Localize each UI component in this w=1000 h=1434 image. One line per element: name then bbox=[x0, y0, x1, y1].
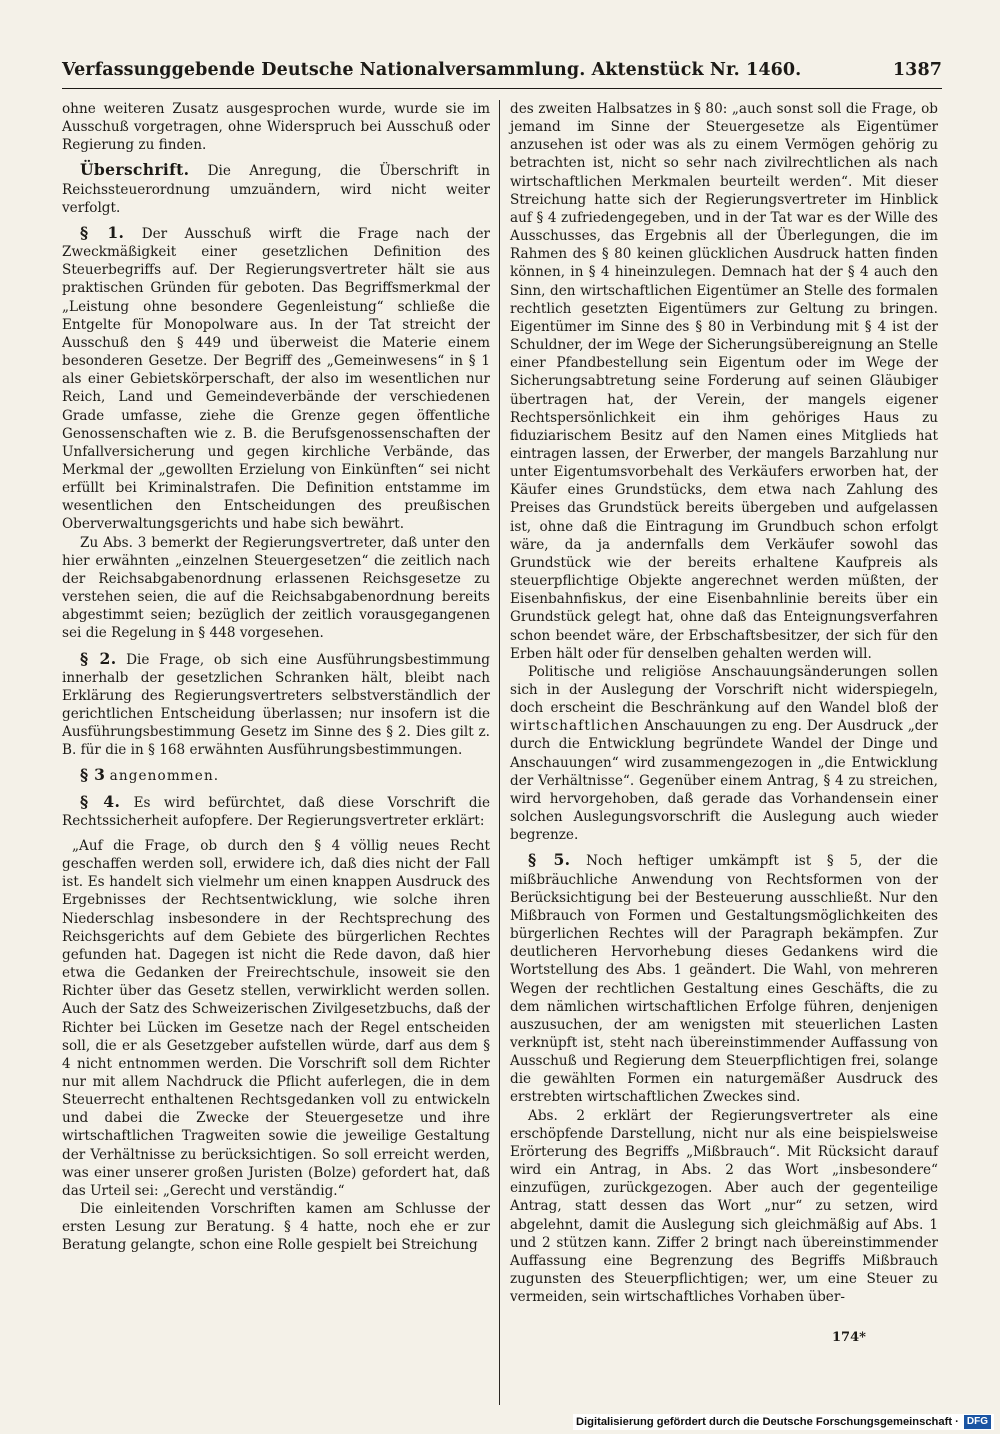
running-header bbox=[62, 60, 942, 89]
section-heading: § 5. bbox=[528, 850, 571, 870]
paragraph: des zweiten Halbsatzes in § 80: „auch sonst soll die Frage, ob jemand im Sinne der Steuergesetze als Eigentümer anzusehen ist oder was als zu einem Vermögen gehörig zu betrachten ist, nicht so sehr nach zivilrechtlichen als nach wirtschaftlichen Merkmalen beurteilt werden“. Mit dieser Streichung hatte sich der Regierungsvertreter im Hinblick auf § 4 zufriedengegeben, und in der Tat war es der Wille des Ausschusses, das Ergebnis all der Überlegungen, die im Rahmen des § 80 keinen glücklichen Ausdruck hatten finden können, in § 4 hineinzulegen. Demnach hat der § 4 auch den Sinn, den wirtschaftlichen Eigentümer an Stelle des formalen rechtlich gesetzten Eigentümers zur Geltung zu bringen. Eigentümer im Sinne des § 80 in Verbindung mit § 4 ist der Schuldner, der im Wege der Sicherungsübereignung an Stelle einer Pfandbestellung sein Eigentum oder im Wege der Sicherungsabtretung seine Forderung auf seinen Gläubiger übertragen hat, der Verein, der mangels eigener Rechtspersönlichkeit ein ihm gehöriges Haus zu fiduziarischem Besitz auf den Namen eines Mitglieds hat eintragen lassen, der Erwerber, der mangels Barzahlung nur unter Eigentumsvorbehalt des Verkäufers erworben hat, der Käufer eines Grundstücks, dem etwa nach Zahlung des Preises das Grundstück bereits übergeben und aufgelassen ist, ohne daß die Eintragung im Grundbuch schon erfolgt wäre, da ja andernfalls dem Verkäufer sowohl das Grundstück wie der bereits erhaltene Kaufpreis als steuerpflichtige Objekte angerechnet werden müßten, der Eisenbahnfiskus, der eine Eisenbahnlinie bereits über ein Grundstück gelegt hat, ohne daß das Enteignungsverfahren schon beendet wäre, der Erbschaftsbesitzer, der sich für den Erben hält oder für denselben gehalten werden will. bbox=[510, 101, 938, 662]
section-heading: § 2. bbox=[80, 648, 117, 668]
section-heading: Überschrift. bbox=[80, 160, 190, 180]
header-title: Verfassunggebende Deutsche Nationalversammlung. Aktenstück Nr. 1460. bbox=[62, 60, 802, 80]
left-column bbox=[62, 100, 490, 1255]
section-5 bbox=[510, 851, 938, 1106]
paragraph-text: Politische und religiöse Anschauungsänderungen sollen sich in der Auslegung der Vorschrift nicht widerspiegeln, doch erscheint die Beschränkung auf den Wandel bloß der bbox=[510, 663, 938, 717]
folio-mark: 174* bbox=[832, 1330, 866, 1345]
paragraph-text: Anschauungen zu eng. Der Ausdruck „der durch die Entwicklung begründete Wandel der Dinge und Anschauungen“ wird zusammengezogen in „die Entwicklung der Verhältnisse“. Gegenüber einem Antrag, § 4 zu streichen, wird hervorgehoben, daß gerade das Vorhandensein einer solchen Auslegungsvorschrift die Auslegung auch wieder begrenze. bbox=[510, 718, 939, 844]
spaced-emphasis: wirtschaftlichen bbox=[510, 718, 640, 735]
paragraph-text: Die Frage, ob sich eine Ausführungsbestimmung innerhalb der gesetzlichen Schranken hält, bleibt nach Erklärung des Regierungsvertreters selbstverständlich der gerichtlichen Entscheidung überlassen; nur insofern ist die Ausführungsbestimmung Gesetz im Sinne des § 2. Dies gilt z. B. für die in § 168 erwähnten Ausführungsbestimmungen. bbox=[62, 651, 490, 759]
section-3 bbox=[62, 766, 490, 785]
paragraph-text: Der Ausschuß wirft die Frage nach der Zweckmäßigkeit einer gesetzlichen Definition des Steuerbegriffs auf. Der Regierungsvertreter hält sie aus praktischen Gründen für geboten. Das Begriffsmerkmal der „Leistung ohne besondere Gegenleistung“ schließe die Entgelte für Monopolware aus. In der Tat streicht der Ausschuß den § 449 und überweist die Materie einem besonderen Gesetze. Der Begriff des „Gemeinwesens“ in § 1 als einer Gebietskörperschaft, der also im wesentlichen nur Reich, Land und Gemeindeverbände der verschiedenen Grade umfasse, ziehe die Grenze gegen öffentliche Genossenschaften wie z. B. die Berufsgenossenschaften der Unfallversicherung und gegen kirchliche Verbände, das Merkmal der „gewollten Erzielung von Einkünften“ sei nicht erfüllt bei Kriminalstrafen. Die Definition entstamme im wesentlichen den Entscheidungen des preußischen Oberverwaltungsgerichts und habe sich bewährt. bbox=[62, 225, 490, 533]
paragraph-text: Noch heftiger umkämpft ist § 5, der die mißbräuchliche Anwendung von Rechtsformen von der Berücksichtigung bei der Besteuerung ausschließt. Nur den Mißbrauch von Formen und Gestaltungsmöglichkeiten des bürgerlichen Rechtes will der Paragraph bekämpfen. Zur deutlicheren Hervorhebung dieses Gedankens wird die Wortstellung des Abs. 1 geändert. Die Wahl, von mehreren Wegen der rechtlichen Gestaltung eines Geschäfts, die zu dem nämlichen wirtschaftlichen Erfolge führen, denjenigen auszusuchen, der am wenigsten mit steuerlichen Lasten verknüpft ist, steht nach übereinstimmender Auffassung von Ausschuß und Regierung dem Steuerpflichtigen frei, solange die gewählten Formen ein naturgemäßer Ausdruck des erstrebten wirtschaftlichen Zweckes sind. bbox=[510, 853, 938, 1106]
section-heading: § 3 bbox=[80, 765, 106, 785]
paragraph-text: Es wird befürchtet, daß diese Vorschrift die Rechtssicherheit aufopfere. Der Regierungsvertreter erklärt: bbox=[62, 794, 490, 829]
section-2 bbox=[62, 650, 490, 760]
right-column bbox=[510, 100, 938, 1306]
quotation: „Auf die Frage, ob durch den § 4 völlig neues Recht geschaffen werden soll, erwidere ich, daß dies nicht der Fall ist. Es handelt sich vielmehr um einen knappen Ausdruck des Ergebnisses der Rechtsentwicklung, wie solche ihren Niederschlag insbesondere in der Rechtsprechung des Reichsgerichts auf dem Gebiete des bürgerlichen Rechtes gefunden hat. Dagegen ist nicht die Rede davon, daß hier etwa die Gedanken der Freirechtschule, insoweit sie den Richter über das Gesetz stellen, verwirklicht werden sollen. Auch der Satz des Schweizerischen Zivilgesetzbuchs, daß der Richter bei Lücken im Gesetze nach der Regel entscheiden soll, die er als Gesetzgeber aufstellen würde, darf aus dem § 4 nicht entnommen werden. Die Vorschrift soll dem Richter nur mit allem Nachdruck die Pflicht auferlegen, die in dem Steuerrecht enthaltenen Rechtsgedanken voll zu entwickeln und dabei die Zwecke der Steuergesetze und ihre wirtschaftlichen Tragweiten sowie die jeweilige Gestaltung der Verhältnisse zu berücksichtigen. So soll erreicht werden, was einer unserer großen Juristen (Bolze) gefordert hat, daß das Urteil sei: „Gerecht und verständig.“ bbox=[62, 837, 490, 1199]
section-1 bbox=[62, 224, 490, 534]
section-heading: § 1. bbox=[80, 222, 125, 242]
paragraph: Die einleitenden Vorschriften kamen am Schlusse der ersten Lesung zur Beratung. § 4 hatte, noch ehe er zur Beratung gelangte, schon eine Rolle gespielt bei Streichung bbox=[62, 1201, 490, 1254]
paragraph: Zu Abs. 3 bemerkt der Regierungsvertreter, daß unter den hier erwähnten „einzelnen Steuergesetzen“ die zeitlich nach der Reichsabgabenordnung erlassenen Reichsgesetze zu verstehen seien, die auf die Reichsabgabenordnung bereits abgestimmt seien; bezüglich der zeitlich vorausgegangenen sei die Regelung in § 448 vorgesehen. bbox=[62, 534, 490, 642]
dfg-credit-text: Digitalisierung gefördert durch die Deutsche Forschungsgemeinschaft · bbox=[575, 1416, 959, 1428]
section-4 bbox=[62, 793, 490, 830]
paragraph: ohne weiteren Zusatz ausgesprochen wurde, wurde sie im Ausschuß vorgetragen, ohne Widerspruch bei Ausschuß oder Regierung zu finden. bbox=[62, 101, 490, 154]
column-divider bbox=[499, 100, 500, 1405]
section-ueberschrift bbox=[62, 161, 490, 216]
dfg-credit bbox=[573, 1414, 994, 1430]
paragraph-text: angenommen. bbox=[109, 768, 220, 785]
paragraph-text: Die Anregung, die Überschrift in Reichssteuerordnung umzuändern, wird nicht weiter verfolgt. bbox=[62, 163, 490, 216]
paragraph: Abs. 2 erklärt der Regierungsvertreter als eine erschöpfende Darstellung, nicht nur als eine beispielsweise Erörterung des Begriffs „Mißbrauch“. Mit Rücksicht darauf wird ein Antrag, in Abs. 2 das Wort „insbesondere“ einzufügen, zurückgezogen. Aber auch der gegenteilige Antrag, statt dessen das Wort „nur“ zu setzen, wird abgelehnt, damit die Auslegung sich gleichmäßig auf Abs. 1 und 2 stützen kann. Ziffer 2 bringt nach übereinstimmender Auffassung eine Begrenzung des Begriffs Mißbrauch zugunsten des Steuerpflichtigen; wer, um eine Steuer zu vermeiden, sein wirtschaftliches Vorhaben über- bbox=[510, 1107, 938, 1306]
dfg-logo: DFG bbox=[964, 1415, 991, 1429]
section-heading: § 4. bbox=[80, 791, 121, 811]
page-number: 1387 bbox=[892, 60, 942, 80]
paragraph bbox=[510, 663, 938, 845]
